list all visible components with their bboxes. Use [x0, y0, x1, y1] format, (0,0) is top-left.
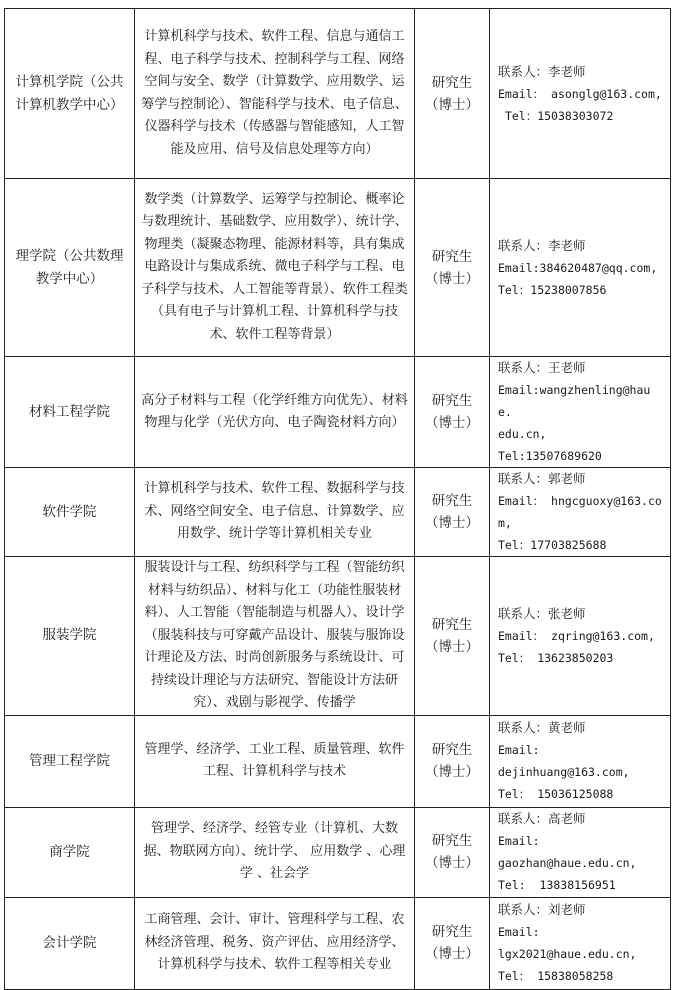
- contact-person: 联系人：高老师: [498, 811, 586, 826]
- major-list: 高分子材料与工程（化学纤维方向优先）、材料物理与化学（光伏方向、电子陶瓷材料方向）: [135, 357, 415, 468]
- contact-tel: Tel:13507689620: [498, 449, 602, 463]
- college-name: 管理工程学院: [5, 715, 135, 807]
- degree-cell: [415, 715, 490, 807]
- contact-person: 联系人：李老师: [498, 237, 586, 253]
- degree-level: 研究生: [431, 616, 473, 633]
- contact-email[interactable]: Email： zqring@163.com,: [498, 628, 655, 643]
- degree-level: 研究生: [431, 393, 473, 409]
- contact-tel: Tel：15238007856: [498, 282, 607, 297]
- college-name: 会计学院: [5, 897, 135, 989]
- degree-type: （博士）: [425, 638, 479, 655]
- degree-level: 研究生: [431, 742, 473, 758]
- contact-person: 联系人：郭老师: [498, 471, 586, 486]
- contact-cell: [490, 9, 671, 179]
- contact-cell: [490, 557, 671, 716]
- degree-level: 研究生: [431, 924, 473, 940]
- contact-cell: [490, 807, 671, 897]
- college-name: 计算机学院（公共计算机教学中心）: [5, 9, 135, 179]
- degree-level: 研究生: [431, 833, 473, 849]
- contact-tel: Tel： 15036125088: [498, 787, 614, 801]
- contact-email[interactable]: Email:384620487@qq.com,: [498, 260, 658, 275]
- degree-cell: [415, 9, 490, 179]
- table-row: [5, 468, 671, 557]
- contact-email[interactable]: Email:wangzhenling@haue.: [498, 383, 651, 419]
- contact-email[interactable]: Email： hngcguoxy@163.com,: [498, 494, 662, 530]
- degree-type: （博士）: [425, 764, 479, 780]
- degree-type: （博士）: [425, 855, 479, 871]
- contact-tel: Tel: 13838156951: [498, 878, 616, 892]
- college-name: 材料工程学院: [5, 357, 135, 468]
- major-list: 服装设计与工程、纺织科学与工程（智能纺织材料与纺织品）、材料与化工（功能性服装材料）、人工智能（智能制造与机器人）、设计学（服装科技与可穿戴产品设计、服装与服饰设计理论及方法、时尚创新服务与系统设计、可持续设计理论与方法研究、智能设计方法研究）、戏剧与影视学、传播学: [135, 557, 415, 716]
- college-name: 商学院: [5, 807, 135, 897]
- major-list: 数学类（计算数学、运筹学与控制论、概率论与数理统计、基础数学、应用数学）、统计学、物理类（凝聚态物理、能源材料等，具有集成电路设计与集成系统、微电子科学与工程、电子科学与技术、人工智能等背景）、软件工程类（具有电子与计算机工程、计算机科学与技术、软件工程等背景）: [135, 179, 415, 357]
- table-row: [5, 9, 671, 179]
- contact-email-cont[interactable]: lgx2021@haue.edu.cn,: [498, 947, 637, 961]
- degree-cell: [415, 897, 490, 989]
- contact-email[interactable]: Email:: [498, 834, 540, 848]
- major-list: 管理学、经济学、经管专业（计算机、大数据、物联网方向）、统计学、 应用数学 、心理学 、社会学: [135, 807, 415, 897]
- contact-person: 联系人：张老师: [498, 605, 586, 621]
- contact-cell: [490, 715, 671, 807]
- table-row: [5, 897, 671, 989]
- contact-person: 联系人：李老师: [498, 63, 586, 79]
- college-name: 理学院（公共数理教学中心）: [5, 179, 135, 357]
- contact-tel: Tel：17703825688: [498, 538, 607, 552]
- table-row: [5, 357, 671, 468]
- degree-type: （博士）: [425, 946, 479, 962]
- table-row: [5, 807, 671, 897]
- major-list: 计算机科学与技术、软件工程、数据科学与技术、网络空间安全、电子信息、计算数学、应用数学、统计学等计算机相关专业: [135, 468, 415, 557]
- contact-person: 联系人：黄老师: [498, 720, 586, 735]
- contact-email-cont[interactable]: dejinhuang@163.com,: [498, 765, 630, 779]
- degree-type: （博士）: [425, 96, 479, 113]
- major-list: 工商管理、会计、审计、管理科学与工程、农林经济管理、税务、资产评估、应用经济学、计算机科学与技术、软件工程等相关专业: [135, 897, 415, 989]
- degree-cell: [415, 468, 490, 557]
- degree-cell: [415, 807, 490, 897]
- college-name: 软件学院: [5, 468, 135, 557]
- degree-cell: [415, 557, 490, 716]
- table-row: [5, 557, 671, 716]
- degree-cell: [415, 357, 490, 468]
- contact-cell: [490, 468, 671, 557]
- contact-email[interactable]: Email:: [498, 743, 540, 757]
- table-row: [5, 715, 671, 807]
- degree-type: （博士）: [425, 415, 479, 431]
- contact-tel: Tel：15038303072: [498, 108, 614, 123]
- contact-cell: [490, 897, 671, 989]
- contact-tel: Tel： 13623850203: [498, 650, 614, 665]
- degree-level: 研究生: [431, 248, 473, 265]
- contact-email[interactable]: Email： asonglg@163.com,: [498, 86, 662, 101]
- contact-person: 联系人：王老师: [498, 360, 586, 375]
- major-list: 计算机科学与技术、软件工程、信息与通信工程、电子科学与技术、控制科学与工程、网络空间与安全、数学（计算数学、应用数学、运筹学与控制论）、智能科学与技术、电子信息、仪器科学与技术（传感器与智能感知，人工智能及应用、信号及信息处理等方向）: [135, 9, 415, 179]
- contact-cell: [490, 179, 671, 357]
- degree-type: （博士）: [425, 270, 479, 287]
- table-row: [5, 179, 671, 357]
- recruitment-table: [4, 8, 671, 990]
- degree-cell: [415, 179, 490, 357]
- contact-email-cont[interactable]: gaozhan@haue.edu.cn,: [498, 856, 637, 870]
- contact-email-cont[interactable]: edu.cn,: [498, 427, 547, 441]
- degree-level: 研究生: [431, 74, 473, 91]
- contact-email[interactable]: Email:: [498, 925, 540, 939]
- degree-type: （博士）: [425, 515, 479, 531]
- contact-cell: [490, 357, 671, 468]
- college-name: 服装学院: [5, 557, 135, 716]
- contact-person: 联系人：刘老师: [498, 902, 586, 917]
- recruitment-table-page: [4, 8, 670, 990]
- major-list: 管理学、经济学、工业工程、质量管理、软件工程、计算机科学与技术: [135, 715, 415, 807]
- degree-level: 研究生: [431, 493, 473, 509]
- contact-tel: Tel： 15838058258: [498, 969, 614, 983]
